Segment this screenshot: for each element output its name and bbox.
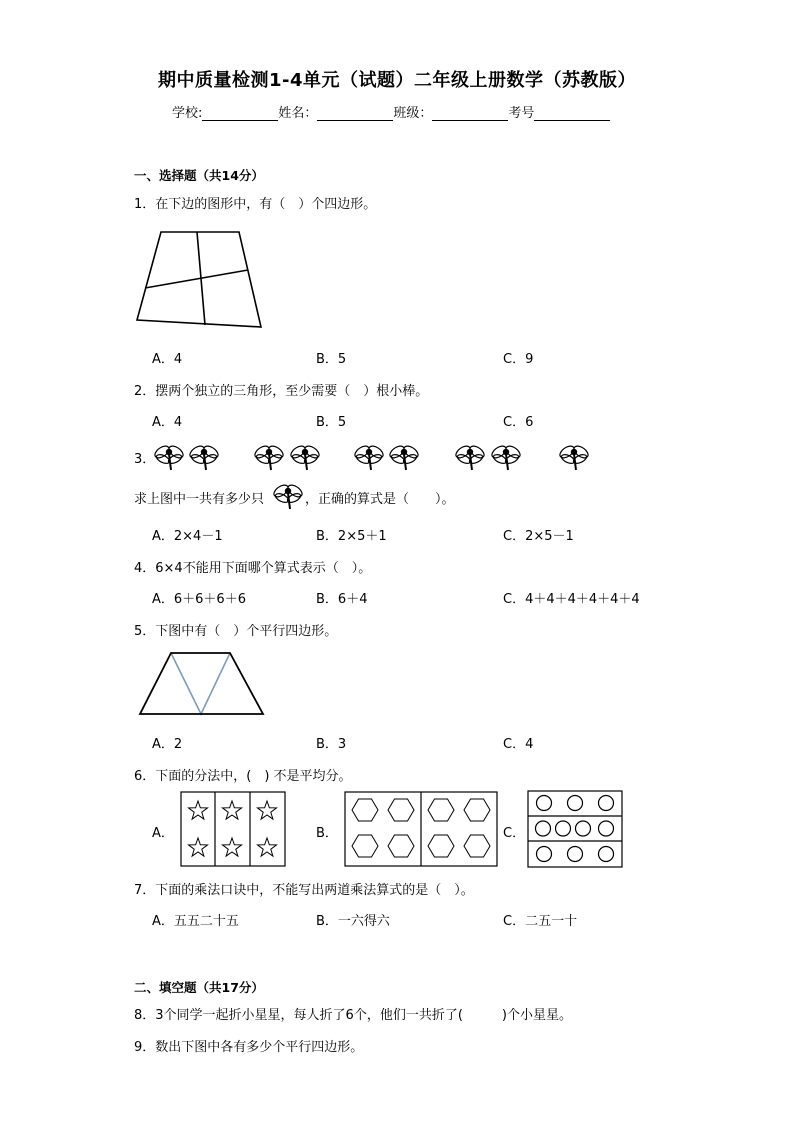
q2-option-c[interactable]: C．6 — [503, 415, 534, 430]
hexagon-icon — [388, 799, 414, 821]
q3-option-c[interactable]: C．2×5－1 — [503, 529, 574, 544]
circle-icon — [556, 821, 571, 836]
circle-icon — [537, 796, 552, 811]
name-label: 姓名： — [278, 106, 318, 121]
section-heading: 二、填空题（共17分） — [134, 980, 264, 995]
dragonfly-icon — [353, 444, 385, 470]
q3-option-a[interactable]: A．2×4－1 — [152, 529, 223, 544]
q4-option-b[interactable]: B．6＋4 — [316, 592, 368, 607]
dragonfly-icon — [289, 444, 321, 470]
question-7: 7．下面的乘法口诀中，不能写出两道乘法算式的是（ ）。 — [134, 883, 474, 898]
hexagon-icon — [428, 835, 454, 857]
q3-option-b[interactable]: B．2×5＋1 — [316, 529, 387, 544]
dragonfly-icon — [188, 444, 220, 470]
hexagon-icon — [464, 835, 490, 857]
hexagons-box — [344, 791, 498, 867]
q4-option-c[interactable]: C．4＋4＋4＋4＋4＋4 — [503, 592, 640, 607]
question-3-number: 3． — [134, 452, 156, 467]
question-2: 2．摆两个独立的三角形，至少需要（ ）根小棒。 — [134, 384, 429, 399]
circle-icon — [599, 796, 614, 811]
circle-icon — [599, 821, 614, 836]
q1-option-c[interactable]: C．9 — [503, 352, 534, 367]
dragonfly-icon — [388, 444, 420, 470]
hexagon-icon — [352, 799, 378, 821]
q7-option-c[interactable]: C．二五一十 — [503, 914, 578, 929]
circle-icon — [536, 821, 551, 836]
question-1: 1．在下边的图形中，有（ ）个四边形。 — [134, 197, 377, 212]
section-heading: 一、选择题（共14分） — [134, 168, 264, 183]
hexagon-icon — [352, 835, 378, 857]
q1-option-a[interactable]: A．4 — [152, 352, 183, 367]
star-icon — [222, 801, 241, 819]
q2-option-b[interactable]: B．5 — [316, 415, 347, 430]
dragonfly-icon — [253, 444, 285, 470]
dragonfly-icon — [153, 444, 185, 470]
question-8: 8．3个同学一起折小星星，每人折了6个，他们一共折了( )个小星星。 — [134, 1008, 572, 1023]
number-label: 考号 — [508, 106, 535, 121]
star-icon — [188, 838, 207, 856]
hexagon-icon — [464, 799, 490, 821]
hexagon-icon — [428, 799, 454, 821]
q2-option-a[interactable]: A．4 — [152, 415, 183, 430]
trapezoid-figure — [138, 651, 266, 717]
q6-option-a[interactable]: A． — [152, 826, 174, 841]
star-icon — [188, 801, 207, 819]
circle-icon — [568, 796, 583, 811]
circle-icon — [599, 847, 614, 862]
dragonfly-icon — [558, 444, 590, 470]
dragonfly-icon — [272, 483, 304, 509]
circle-icon — [537, 847, 552, 862]
question-5: 5．下图中有（ ）个平行四边形。 — [134, 624, 338, 639]
circle-icon — [576, 821, 591, 836]
q5-option-a[interactable]: A．2 — [152, 737, 183, 752]
q4-option-a[interactable]: A．6＋6＋6＋6 — [152, 592, 246, 607]
question-4: 4．6×4不能用下面哪个算式表示（ ）。 — [134, 561, 372, 576]
star-icon — [222, 838, 241, 856]
question-3-text-after: ，正确的算式是（ ）。 — [305, 492, 455, 507]
q6-option-c[interactable]: C． — [503, 826, 526, 841]
circle-icon — [568, 847, 583, 862]
q7-option-b[interactable]: B．一六得六 — [316, 914, 390, 929]
circles-box — [527, 790, 623, 868]
hexagon-icon — [388, 835, 414, 857]
stars-box — [180, 791, 286, 867]
question-6: 6．下面的分法中，( ) 不是平均分。 — [134, 769, 352, 784]
q6-option-b[interactable]: B． — [316, 826, 338, 841]
q5-option-c[interactable]: C．4 — [503, 737, 534, 752]
star-icon — [257, 838, 276, 856]
q7-option-a[interactable]: A．五五二十五 — [152, 914, 239, 929]
q1-option-b[interactable]: B．5 — [316, 352, 347, 367]
star-icon — [257, 801, 276, 819]
page-title: 期中质量检测1-4单元（试题）二年级上册数学（苏教版） — [157, 70, 637, 91]
dragonfly-icon — [454, 444, 486, 470]
question-9: 9．数出下图中各有多少个平行四边形。 — [134, 1040, 364, 1055]
school-label: 学校: — [172, 106, 203, 121]
dragonfly-icon — [490, 444, 522, 470]
q5-option-b[interactable]: B．3 — [316, 737, 347, 752]
class-label: 班级： — [393, 106, 433, 121]
question-3-text-before: 求上图中一共有多少只 — [134, 492, 265, 507]
